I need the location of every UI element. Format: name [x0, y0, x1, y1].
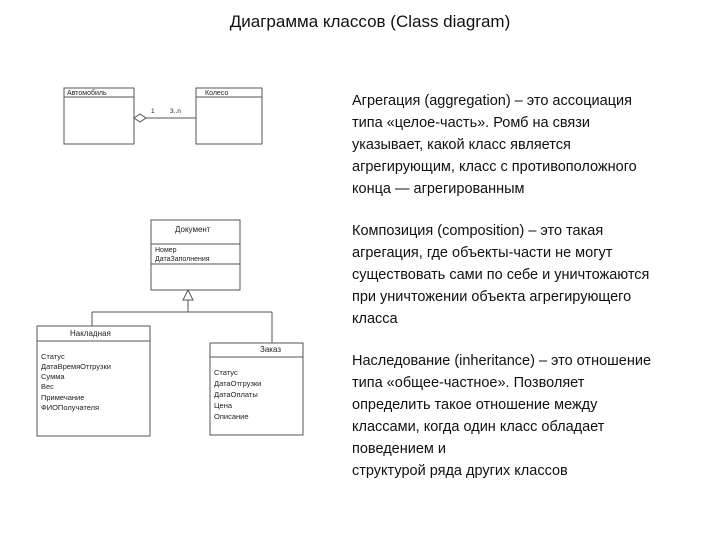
- text-line: структурой ряда других классов: [352, 463, 568, 479]
- uml-diagrams: [0, 0, 350, 540]
- class-waybill-attr: Примечание: [41, 393, 85, 402]
- text-line: Композиция (composition) – это такая: [352, 223, 604, 239]
- aggregation-diamond: [134, 114, 146, 122]
- text-line: агрегация, где объекты-части не могут: [352, 245, 613, 261]
- class-order-attr: Статус: [214, 368, 238, 377]
- class-order-name: Заказ: [260, 345, 281, 354]
- class-waybill-attr: ФИОПолучателя: [41, 403, 100, 412]
- class-waybill-attr: Вес: [41, 382, 54, 391]
- class-waybill-attr: Сумма: [41, 372, 65, 381]
- class-waybill-box: [37, 326, 150, 436]
- composition-description: [352, 220, 712, 330]
- class-order-attr: Описание: [214, 412, 249, 421]
- text-line: типа «целое-часть». Ромб на связи: [352, 115, 590, 131]
- class-order-attr: ДатаОплаты: [214, 390, 258, 399]
- text-line: агрегирующим, класс с противоположного: [352, 159, 637, 175]
- multiplicity-b: 3..n: [170, 108, 181, 115]
- text-line: указывает, какой класс является: [352, 137, 571, 153]
- class-automobile-name: Автомобиль: [67, 90, 107, 97]
- class-order-attr: Цена: [214, 401, 233, 410]
- text-line: поведением и: [352, 441, 446, 457]
- text-line: конца — агрегированным: [352, 181, 525, 197]
- inheritance-triangle: [183, 290, 193, 300]
- text-line: определить такое отношение между: [352, 397, 598, 413]
- multiplicity-a: 1: [151, 108, 155, 115]
- aggregation-description: [352, 90, 712, 200]
- text-line: Агрегация (aggregation) – это ассоциация: [352, 93, 632, 109]
- class-document-name: Документ: [175, 225, 211, 234]
- class-document-attr: Номер: [155, 247, 177, 254]
- text-line: существовать сами по себе и уничтожаются: [352, 267, 650, 283]
- class-wheel-name: Колесо: [205, 90, 229, 97]
- text-line: классами, когда один класс обладает: [352, 419, 605, 435]
- class-waybill-attr: Статус: [41, 352, 65, 361]
- text-line: при уничтожении объекта агрегирующего: [352, 289, 632, 305]
- class-document-attr: ДатаЗаполнения: [155, 256, 210, 263]
- text-line: класса: [352, 311, 398, 327]
- text-line: Наследование (inheritance) – это отношение: [352, 353, 652, 369]
- slide-title: Диаграмма классов (Class diagram): [229, 12, 511, 31]
- class-waybill-attr: ДатаВремяОтгрузки: [41, 362, 111, 371]
- inheritance-description: [352, 350, 712, 482]
- class-order-attr: ДатаОтгрузки: [214, 379, 262, 388]
- class-waybill-name: Накладная: [70, 329, 111, 338]
- text-line: типа «общее-частное». Позволяет: [352, 375, 585, 391]
